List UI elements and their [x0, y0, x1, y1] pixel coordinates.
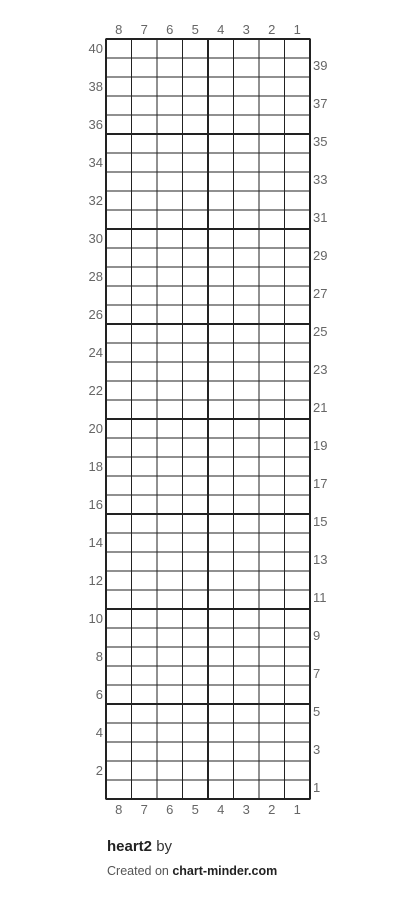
- row-label-right: 17: [313, 476, 328, 491]
- row-label-right: 19: [313, 438, 328, 453]
- column-label-top: 4: [217, 22, 225, 37]
- row-label-right: 21: [313, 400, 328, 415]
- created-on-credit: [107, 864, 277, 878]
- row-label-left: 22: [88, 383, 103, 398]
- row-label-right: 11: [313, 590, 327, 605]
- column-label-bottom: 8: [115, 802, 123, 817]
- row-label-right: 37: [313, 96, 328, 111]
- row-label-left: 28: [88, 269, 103, 284]
- by-text: by: [156, 838, 173, 855]
- row-label-left: 2: [95, 763, 103, 778]
- row-label-left: 12: [88, 573, 103, 588]
- row-label-right: 31: [313, 210, 328, 225]
- site-link[interactable]: chart-minder.com: [172, 864, 278, 878]
- row-label-left: 8: [95, 649, 103, 664]
- row-label-left: 10: [88, 611, 103, 626]
- column-label-top: 2: [268, 22, 276, 37]
- column-label-bottom: 3: [242, 802, 250, 817]
- created-on-text: Created on: [107, 864, 169, 878]
- row-label-right: 7: [313, 666, 321, 681]
- row-label-left: 40: [88, 41, 103, 56]
- column-label-bottom: 4: [217, 802, 225, 817]
- row-label-right: 39: [313, 58, 328, 73]
- row-label-left: 20: [88, 421, 103, 436]
- row-label-left: 18: [88, 459, 103, 474]
- row-label-left: 4: [95, 725, 103, 740]
- column-label-bottom: 6: [166, 802, 174, 817]
- column-label-bottom: 1: [293, 802, 301, 817]
- row-label-left: 6: [95, 687, 103, 702]
- row-label-right: 1: [313, 780, 321, 795]
- column-label-top: 3: [242, 22, 250, 37]
- pattern-title: [107, 838, 172, 855]
- column-label-bottom: 5: [191, 802, 199, 817]
- row-label-right: 35: [313, 134, 328, 149]
- column-label-top: 1: [293, 22, 301, 37]
- column-label-top: 5: [191, 22, 199, 37]
- row-label-right: 15: [313, 514, 328, 529]
- column-label-top: 6: [166, 22, 174, 37]
- row-label-right: 33: [313, 172, 328, 187]
- row-label-left: 38: [88, 79, 103, 94]
- row-label-right: 13: [313, 552, 328, 567]
- row-label-left: 14: [88, 535, 103, 550]
- column-label-top: 8: [115, 22, 123, 37]
- row-label-right: 5: [313, 704, 321, 719]
- row-label-right: 29: [313, 248, 328, 263]
- row-label-left: 30: [88, 231, 103, 246]
- column-label-bottom: 7: [140, 802, 148, 817]
- row-label-left: 26: [88, 307, 103, 322]
- row-label-left: 24: [88, 345, 103, 360]
- row-label-right: 9: [313, 628, 321, 643]
- column-label-top: 7: [140, 22, 148, 37]
- row-label-left: 32: [88, 193, 103, 208]
- column-label-bottom: 2: [268, 802, 276, 817]
- row-label-right: 23: [313, 362, 328, 377]
- row-label-left: 16: [88, 497, 103, 512]
- row-label-left: 34: [88, 155, 103, 170]
- row-label-right: 27: [313, 286, 328, 301]
- pattern-name[interactable]: heart2: [107, 838, 153, 855]
- row-label-left: 36: [88, 117, 103, 132]
- row-label-right: 3: [313, 742, 321, 757]
- row-label-right: 25: [313, 324, 328, 339]
